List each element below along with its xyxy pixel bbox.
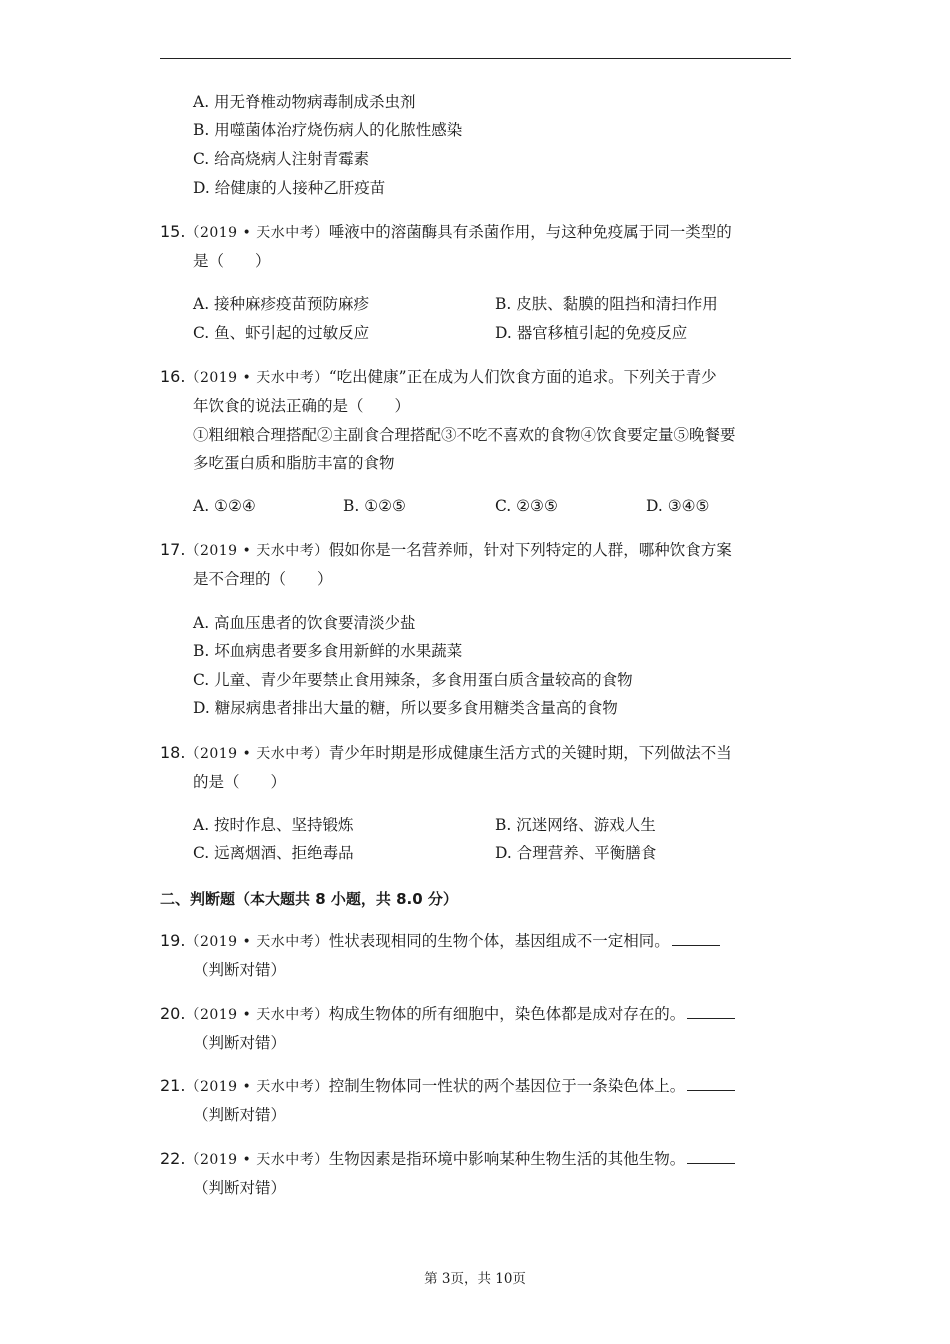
q16-stem-line1 [160,367,717,388]
answer-blank[interactable] [687,1076,735,1091]
question-number: 20. [160,1004,186,1023]
q14-option-b: B. 用噬菌体治疗烧伤病人的化脓性感染 [193,121,463,139]
question-source: （2019 • 天水中考） [185,1152,329,1168]
question-source: （2019 • 天水中考） [185,1007,329,1023]
question-text: 假如你是一名营养师，针对下列特定的人群，哪种饮食方案 [328,541,732,559]
q21-stem-line2: （判断对错） [193,1106,287,1124]
q18-option-b: B. 沉迷网络、游戏人生 [495,816,656,834]
question-number: 17. [160,540,186,559]
q17-option-c: C. 儿童、青少年要禁止食用辣条，多食用蛋白质含量较高的食物 [193,671,633,689]
question-text: 生物因素是指环境中影响某种生物生活的其他生物。 [328,1150,686,1168]
q19-stem-line2: （判断对错） [193,961,287,979]
q15-option-d: D. 器官移植引起的免疫反应 [495,324,688,342]
answer-blank[interactable] [687,1149,735,1164]
q14-option-c: C. 给高烧病人注射青霉素 [193,150,370,168]
q17-option-b: B. 坏血病患者要多食用新鲜的水果蔬菜 [193,642,463,660]
q20-stem-line1 [160,1004,735,1025]
question-text: 青少年时期是形成健康生活方式的关键时期，下列做法不当 [328,744,732,762]
q17-option-a: A. 高血压患者的饮食要清淡少盐 [193,614,416,632]
question-text: 唾液中的溶菌酶具有杀菌作用，与这种免疫属于同一类型的 [328,223,732,241]
q22-stem-line1 [160,1149,735,1170]
q16-option-c: C. ②③⑤ [495,497,558,515]
q15-option-b: B. 皮肤、黏膜的阻挡和清扫作用 [495,295,718,313]
section-heading: 二、判断题（本大题共 8 小题，共 8.0 分） [160,890,458,908]
q15-option-c: C. 鱼、虾引起的过敏反应 [193,324,370,342]
q18-stem-line2: 的是（ ） [193,773,287,791]
question-text: 构成生物体的所有细胞中，染色体都是成对存在的。 [328,1005,686,1023]
question-number: 15. [160,222,186,241]
q16-stem-line3: ①粗细粮合理搭配②主副食合理搭配③不吃不喜欢的食物④饮食要定量⑤晚餐要 [193,426,736,444]
question-number: 19. [160,931,186,950]
question-text: 控制生物体同一性状的两个基因位于一条染色体上。 [328,1077,686,1095]
q18-stem-line1 [160,743,732,764]
q17-stem-line2: 是不合理的（ ） [193,570,333,588]
question-number: 16. [160,367,186,386]
page-footer: 第 3页，共 10页 [424,1271,526,1287]
question-number: 21. [160,1076,186,1095]
q20-stem-line2: （判断对错） [193,1034,287,1052]
q14-option-a: A. 用无脊椎动物病毒制成杀虫剂 [193,93,416,111]
q19-stem-line1 [160,931,720,952]
q22-stem-line2: （判断对错） [193,1179,287,1197]
q18-option-c: C. 远离烟酒、拒绝毒品 [193,844,354,862]
header-rule [160,58,791,59]
q16-option-a: A. ①②④ [193,497,256,515]
question-text: 性状表现相同的生物个体，基因组成不一定相同。 [328,932,670,950]
q21-stem-line1 [160,1076,735,1097]
q18-option-d: D. 合理营养、平衡膳食 [495,844,657,862]
answer-blank[interactable] [672,931,720,946]
question-source: （2019 • 天水中考） [185,934,329,950]
q18-option-a: A. 按时作息、坚持锻炼 [193,816,354,834]
q16-option-d: D. ③④⑤ [646,497,710,515]
q16-option-b: B. ①②⑤ [343,497,406,515]
q16-stem-line2: 年饮食的说法正确的是（ ） [193,397,411,415]
q16-stem-line4: 多吃蛋白质和脂肪丰富的食物 [193,454,395,472]
question-source: （2019 • 天水中考） [185,225,329,241]
question-text: “吃出健康”正在成为人们饮食方面的追求。下列关于青少 [328,368,717,386]
question-source: （2019 • 天水中考） [185,746,329,762]
q15-stem-line1 [160,222,732,243]
q15-stem-line2: 是（ ） [193,252,271,270]
q17-option-d: D. 糖尿病患者排出大量的糖，所以要多食用糖类含量高的食物 [193,699,618,717]
question-source: （2019 • 天水中考） [185,543,329,559]
question-source: （2019 • 天水中考） [185,370,329,386]
q14-option-d: D. 给健康的人接种乙肝疫苗 [193,179,386,197]
question-number: 18. [160,743,186,762]
q15-option-a: A. 接种麻疹疫苗预防麻疹 [193,295,370,313]
answer-blank[interactable] [687,1004,735,1019]
q17-stem-line1 [160,540,732,561]
question-source: （2019 • 天水中考） [185,1079,329,1095]
question-number: 22. [160,1149,186,1168]
